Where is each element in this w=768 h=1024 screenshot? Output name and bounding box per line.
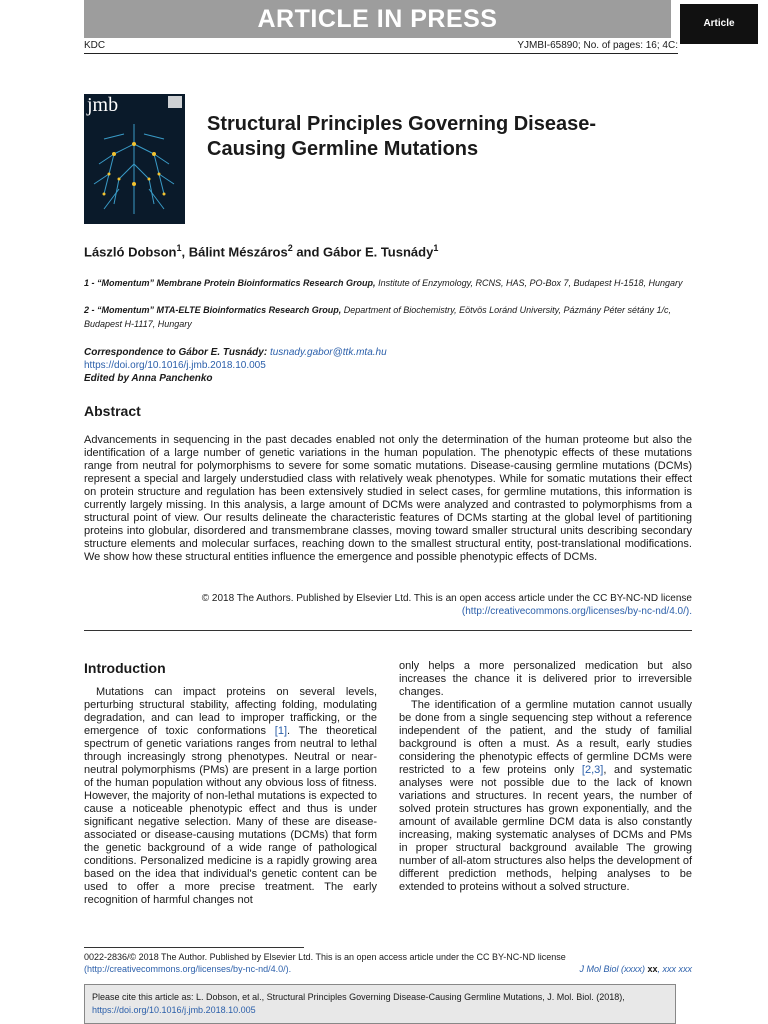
author-conjunction: and bbox=[292, 244, 324, 260]
journal-name: J Mol Biol bbox=[579, 964, 619, 974]
affiliation-2 bbox=[84, 303, 684, 331]
citation-box bbox=[84, 984, 676, 1024]
introduction-heading: Introduction bbox=[84, 660, 166, 676]
correspondence-block bbox=[84, 346, 387, 385]
citation-doi-link[interactable]: https://doi.org/10.1016/j.jmb.2018.10.005 bbox=[92, 1005, 256, 1015]
article-type-badge: Article bbox=[680, 4, 758, 44]
license-link[interactable]: (http://creativecommons.org/licenses/by-nc-nd/4.0/). bbox=[461, 606, 692, 617]
body-column-left bbox=[84, 660, 377, 907]
article-in-press-banner: ARTICLE IN PRESS bbox=[84, 0, 671, 38]
journal-pages: , xxx xxx bbox=[657, 964, 692, 974]
paragraph-text: Mutations can impact proteins on several levels, perturbing structural stability, affecting folding, modulating degradation, and can lead to improper trafficking, or the emergence of toxic conformations bbox=[84, 686, 377, 737]
affiliation-1 bbox=[84, 276, 684, 290]
affiliation-group: 1 - “Momentum” Membrane Protein Bioinformatics Research Group, bbox=[84, 278, 376, 288]
intro-paragraph-2 bbox=[399, 699, 692, 894]
journal-cover-image bbox=[84, 94, 185, 224]
author-list bbox=[84, 243, 438, 259]
header-rule bbox=[84, 53, 678, 54]
header-left-code: KDC bbox=[84, 40, 106, 51]
citation-text: Please cite this article as: L. Dobson, et al., Structural Principles Governing Disease-Causing Germline Mutations, J. Mol. Biol. (2018), bbox=[92, 992, 625, 1002]
footer-copyright: 0022-2836/© 2018 The Author. Published by Elsevier Ltd. This is an open access article under the CC BY-NC-ND license bbox=[84, 952, 566, 962]
edited-by: Edited by Anna Panchenko bbox=[84, 373, 213, 384]
footer-journal-ref bbox=[579, 964, 692, 974]
correspondence-email-link[interactable]: tusnady.gabor@ttk.mta.hu bbox=[269, 347, 387, 358]
license-text: © 2018 The Authors. Published by Elsevier Ltd. This is an open access article under the CC BY-NC-ND license bbox=[201, 593, 692, 604]
author-name: Gábor E. Tusnády bbox=[323, 244, 434, 260]
affiliation-address: Institute of Enzymology, RCNS, HAS, PO-Box 7, Budapest H-1518, Hungary bbox=[375, 278, 683, 288]
doi-link[interactable]: https://doi.org/10.1016/j.jmb.2018.10.005 bbox=[84, 360, 266, 371]
intro-paragraph-1 bbox=[84, 686, 377, 907]
journal-year: (xxxx) bbox=[618, 964, 648, 974]
footer-license-link[interactable]: (http://creativecommons.org/licenses/by-nc-nd/4.0/). bbox=[84, 964, 292, 974]
section-rule bbox=[84, 630, 692, 631]
reference-link[interactable]: [1] bbox=[274, 725, 287, 737]
affiliation-group: 2 - “Momentum” MTA-ELTE Bioinformatics Research Group, bbox=[84, 305, 342, 315]
journal-volume: xx bbox=[647, 964, 658, 974]
author-affil-sup: 1 bbox=[176, 243, 182, 253]
abstract-body: Advancements in sequencing in the past decades enabled not only the determination of the human proteome but also the identification of a large number of genetic variations in the human population. The phenotypic effects of these mutations range from neutral for polymorphisms to severe for some somatic mutations. Disease-causing germline mutations (DCMs) represent a special and largely understudied class with relatively weak phenotypes. While for somatic mutations their effect on protein structure and regulation has been extensively studied in select cases, for germline mutations, this information is currently largely missing. In this analysis, a large amount of DCMs were analyzed and contrasted to polymorphisms from a structural point of view. Our results delineate the characteristic features of DCMs starting at the global level of partitioning proteins into globular, disordered and transmembrane classes, moving toward smaller structural units describing secondary structure elements and molecular surfaces, reaching down to the smallest structural entity, post-translational modifications. We show how these structural entities influence the emergence and possible phenotypic effects of DCMs. bbox=[84, 434, 692, 563]
paragraph-text: The identification of a germline mutation cannot usually be done from a single sequencing step without a reference independent of the patient, and the study of familial background is often a must. As a result, early studies considering the phenotypic effects of germline DCMs were restricted to a few proteins only bbox=[399, 699, 692, 776]
correspondence-label: Correspondence to Gábor E. Tusnády: bbox=[84, 347, 268, 358]
author-affil-sup: 2 bbox=[287, 243, 293, 253]
reference-link[interactable]: [2,3] bbox=[581, 764, 604, 776]
abstract-license bbox=[84, 592, 692, 618]
article-title: Structural Principles Governing Disease-Causing Germline Mutations bbox=[207, 113, 597, 160]
author-name: László Dobson bbox=[84, 244, 177, 260]
abstract-heading: Abstract bbox=[84, 403, 141, 419]
author-name: Bálint Mészáros bbox=[188, 244, 288, 260]
author-separator: , bbox=[181, 244, 189, 260]
paragraph-text: , and systematic analyses were not possible due to the lack of known variations and structures. In recent years, the number of solved protein structures has grown exponentially, and the amount of available germline DCM data is also constantly increasing, making systematic analyses of DCMs and PMs in proper structural background available The growing number of all-atom structures also helps the development of different prediction methods, helping analyses to be extended to proteins without a solved structure. bbox=[399, 764, 692, 893]
body-column-right bbox=[399, 660, 692, 894]
intro-paragraph-continued: only helps a more personalized medication but also increases the chance it is delivered prior to irreversible changes. bbox=[399, 660, 692, 698]
header-right-info: YJMBI-65890; No. of pages: 16; 4C: bbox=[517, 40, 678, 51]
affiliation-address: Department of Biochemistry, Eötvös Loránd University, Pázmány Péter sétány 1/c, Budapest H-1117, Hungary bbox=[84, 305, 672, 329]
footer-rule bbox=[84, 947, 304, 948]
author-affil-sup: 1 bbox=[433, 243, 439, 253]
paragraph-text: . The theoretical spectrum of genetic variations ranges from neutral to lethal through increasingly strong phenotypes. Neutral or near-neutral polymorphisms (PMs) are present in a large portion of the human population without any obvious loss of fitness. However, the majority of non-lethal mutations is expected to cause a noticeable phenotypic effect and thus is under significant negative selection. Many of these are disease-associated or disease-causing mutations (DCMs) that form the genetic background of a wide range of pathological conditions. Personalized medicine is a rapidly growing area based on the idea that individual's genetic content can be used to offer a more precise treatment. The early recognition of harmful changes not bbox=[84, 725, 377, 906]
cover-journal-logo: jmb bbox=[87, 94, 119, 116]
